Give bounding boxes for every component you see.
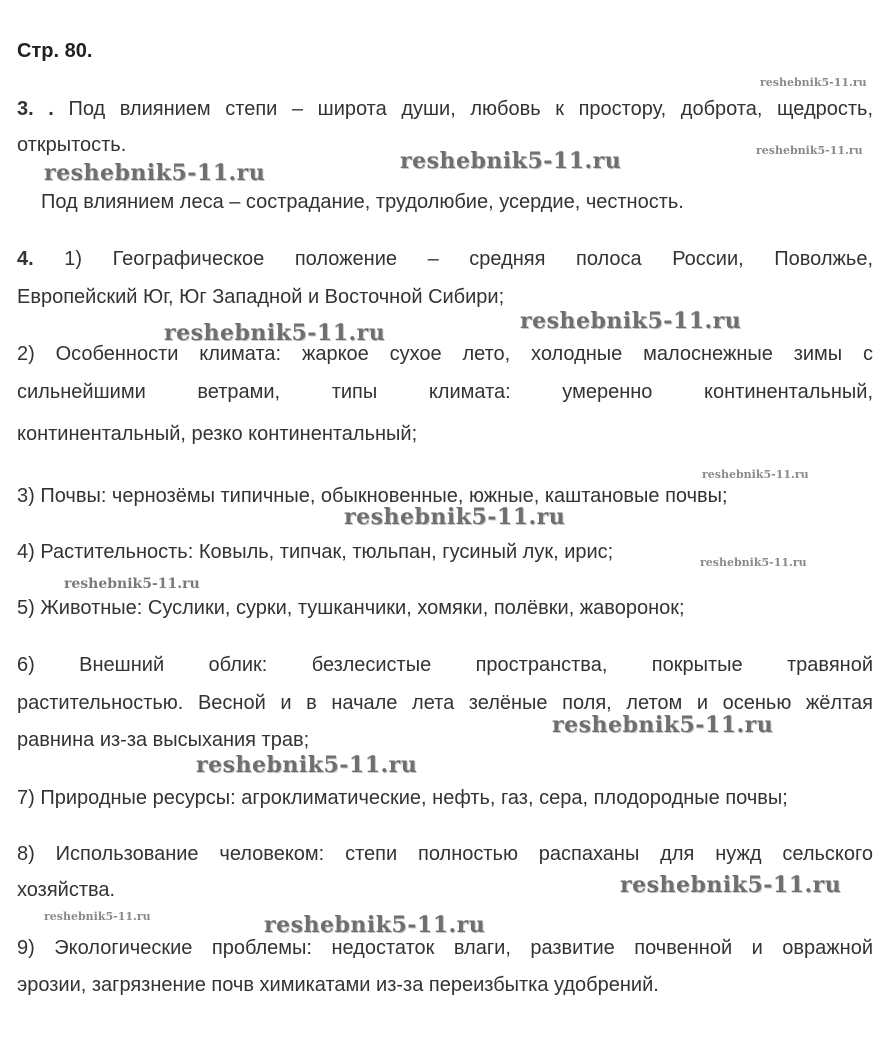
watermark: reshebnik5-11.ru xyxy=(196,752,418,778)
watermark: reshebnik5-11.ru xyxy=(552,712,774,738)
answer-4-p2-line-2: сильнейшими ветрами, типы климата: умеренно континентальный, xyxy=(17,381,873,403)
watermark: reshebnik5-11.ru xyxy=(700,556,807,569)
watermark: reshebnik5-11.ru xyxy=(164,320,386,346)
answer-3-line-1 xyxy=(17,97,873,121)
answer-4-p9-line-1: 9) Экологические проблемы: недостаток влаги, развитие почвенной и овражной xyxy=(17,937,873,959)
answer-4-p1-line-2: Европейский Юг, Юг Западной и Восточной Сибири; xyxy=(17,286,505,308)
watermark: reshebnik5-11.ru xyxy=(44,910,151,923)
watermark: reshebnik5-11.ru xyxy=(264,912,486,938)
answer-4-p3: 3) Почвы: чернозёмы типичные, обыкновенные, южные, каштановые почвы; xyxy=(17,485,728,507)
watermark: reshebnik5-11.ru xyxy=(64,576,200,592)
watermark: reshebnik5-11.ru xyxy=(44,160,266,186)
answer-4-p2-line-3: континентальный, резко континентальный; xyxy=(17,423,418,445)
watermark: reshebnik5-11.ru xyxy=(756,144,863,157)
answer-4-p1-text: 1) Географическое положение – средняя полоса России, Поволжье, xyxy=(64,248,874,270)
answer-4-p8-line-2: хозяйства. xyxy=(17,879,116,901)
page-title: Стр. 80. xyxy=(17,40,93,62)
answer-4-p2-line-1: 2) Особенности климата: жаркое сухое лето, холодные малоснежные зимы с xyxy=(17,343,873,365)
answer-4-p4: 4) Растительность: Ковыль, типчак, тюльпан, гусиный лук, ирис; xyxy=(17,541,614,563)
answer-4-p5: 5) Животные: Суслики, сурки, тушканчики, хомяки, полёвки, жаворонок; xyxy=(17,597,685,619)
answer-4-p8-line-1: 8) Использование человеком: степи полностью распаханы для нужд сельского xyxy=(17,843,873,865)
answer-3-line-3: Под влиянием леса – сострадание, трудолюбие, усердие, честность. xyxy=(41,191,684,213)
answer-4-p6-line-1: 6) Внешний облик: безлесистые пространства, покрытые травяной xyxy=(17,654,873,676)
watermark: reshebnik5-11.ru xyxy=(400,148,622,174)
watermark: reshebnik5-11.ru xyxy=(520,308,742,334)
answer-4-p1-line-1 xyxy=(17,247,873,271)
answer-3-number: 3. . xyxy=(17,98,54,120)
answer-4-number: 4. xyxy=(17,248,34,270)
answer-3-text-1: Под влиянием степи – широта души, любовь к простору, доброта, щедрость, xyxy=(68,98,874,120)
answer-4-p9-line-2: эрозии, загрязнение почв химикатами из-за переизбытка удобрений. xyxy=(17,974,659,996)
answer-4-p7: 7) Природные ресурсы: агроклиматические, нефть, газ, сера, плодородные почвы; xyxy=(17,787,788,809)
watermark: reshebnik5-11.ru xyxy=(702,468,809,481)
answer-4-p6-line-2: растительностью. Весной и в начале лета зелёные поля, летом и осенью жёлтая xyxy=(17,692,873,714)
answer-3-line-2: открытость. xyxy=(17,134,127,156)
watermark: reshebnik5-11.ru xyxy=(760,76,867,89)
watermark: reshebnik5-11.ru xyxy=(620,872,842,898)
watermark: reshebnik5-11.ru xyxy=(344,504,566,530)
answer-4-p6-line-3: равнина из-за высыхания трав; xyxy=(17,729,310,751)
